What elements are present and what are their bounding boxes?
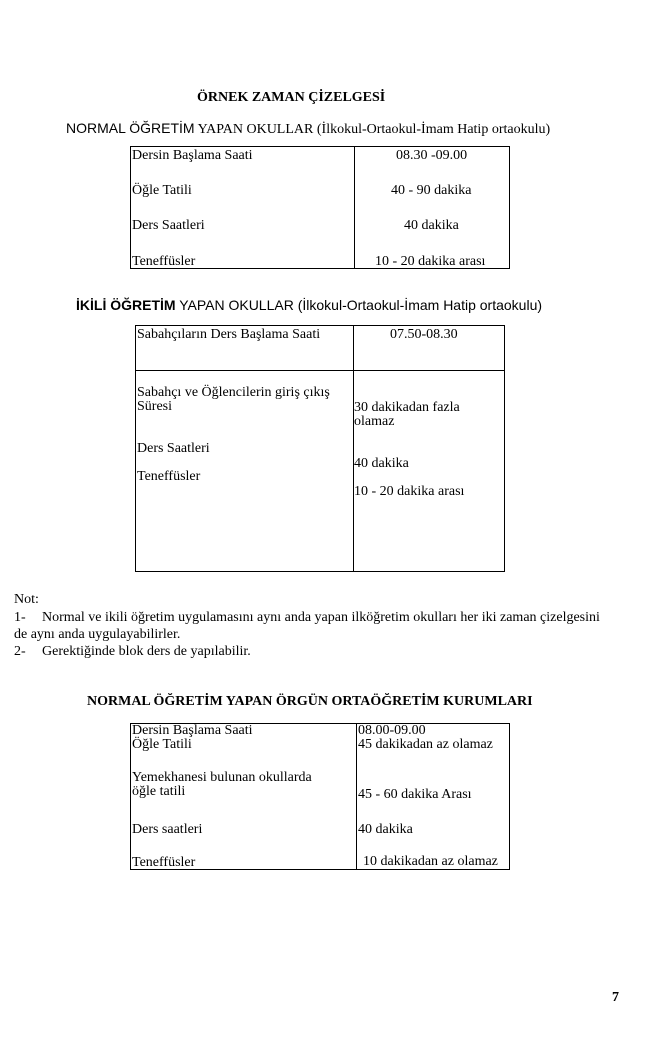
section1-heading-rest: YAPAN OKULLAR (İlkokul-Ortaokul-İmam Hatip ortaokulu) — [194, 122, 551, 137]
table3-value: 40 dakika — [358, 822, 413, 837]
table1-value: 08.30 -09.00 — [396, 148, 468, 163]
table2-value: olamaz — [354, 414, 395, 429]
note-text: Normal ve ikili öğretim uygulamasını aynı anda yapan ilköğretim okulları her iki zaman çizelgesini — [42, 610, 600, 625]
note-number: 1- — [14, 610, 26, 625]
table3-label: Öğle Tatili — [132, 737, 192, 752]
table1-value: 10 - 20 dakika arası — [375, 254, 486, 269]
table2-label: Ders Saatleri — [137, 441, 210, 456]
table3-label: Ders saatleri — [132, 822, 203, 837]
table2-value: 10 - 20 dakika arası — [354, 484, 465, 499]
page-title: ÖRNEK ZAMAN ÇİZELGESİ — [197, 90, 386, 105]
table3-label: Dersin Başlama Saati — [132, 723, 253, 738]
section2-heading-rest: YAPAN OKULLAR (İlkokul-Ortaokul-İmam Hatip ortaokulu) — [175, 297, 543, 313]
table2-divider — [353, 326, 354, 571]
table2-value: 30 dakikadan fazla — [354, 400, 460, 415]
page-number: 7 — [612, 990, 619, 1005]
notes-heading: Not: — [14, 592, 39, 607]
table1-label: Ders Saatleri — [132, 218, 205, 233]
note-number: 2- — [14, 644, 26, 659]
table1-label: Teneffüsler — [132, 254, 196, 269]
schedule-table-1 — [130, 146, 510, 269]
table1-label: Öğle Tatili — [132, 183, 192, 198]
table3-value: 45 dakikadan az olamaz — [358, 737, 493, 752]
table3-value: 08.00-09.00 — [358, 723, 426, 738]
section2-heading-bold: İKİLİ ÖĞRETİM — [76, 297, 176, 313]
note-text: de aynı anda uygulayabilirler. — [14, 627, 181, 642]
table3-value: 10 dakikadan az olamaz — [363, 854, 498, 869]
table3-label: Teneffüsler — [132, 855, 196, 870]
table2-row-divider — [136, 370, 504, 371]
table1-value: 40 - 90 dakika — [391, 183, 472, 198]
table3-divider — [356, 724, 357, 869]
table2-label: Sabahçı ve Öğlencilerin giriş çıkış — [137, 385, 330, 400]
table2-label: Süresi — [137, 399, 172, 414]
table2-value: 40 dakika — [354, 456, 409, 471]
schedule-table-3 — [130, 723, 510, 870]
table1-value: 40 dakika — [404, 218, 459, 233]
section3-heading: NORMAL ÖĞRETİM YAPAN ÖRGÜN ORTAÖĞRETİM KURUMLARI — [87, 694, 533, 709]
table3-value: 45 - 60 dakika Arası — [358, 787, 472, 802]
section1-heading-bold: NORMAL ÖĞRETİM — [66, 120, 195, 136]
table3-label: Yemekhanesi bulunan okullarda — [132, 770, 312, 785]
section1-heading — [66, 120, 550, 138]
note-text: Gerektiğinde blok ders de yapılabilir. — [42, 644, 251, 659]
table3-label: öğle tatili — [132, 784, 186, 799]
table1-label: Dersin Başlama Saati — [132, 148, 253, 163]
table1-divider — [354, 147, 355, 268]
table2-label: Sabahçıların Ders Başlama Saati — [137, 327, 321, 342]
section2-heading — [76, 297, 542, 315]
table2-label: Teneffüsler — [137, 469, 201, 484]
table2-value: 07.50-08.30 — [390, 327, 458, 342]
schedule-table-2 — [135, 325, 505, 572]
